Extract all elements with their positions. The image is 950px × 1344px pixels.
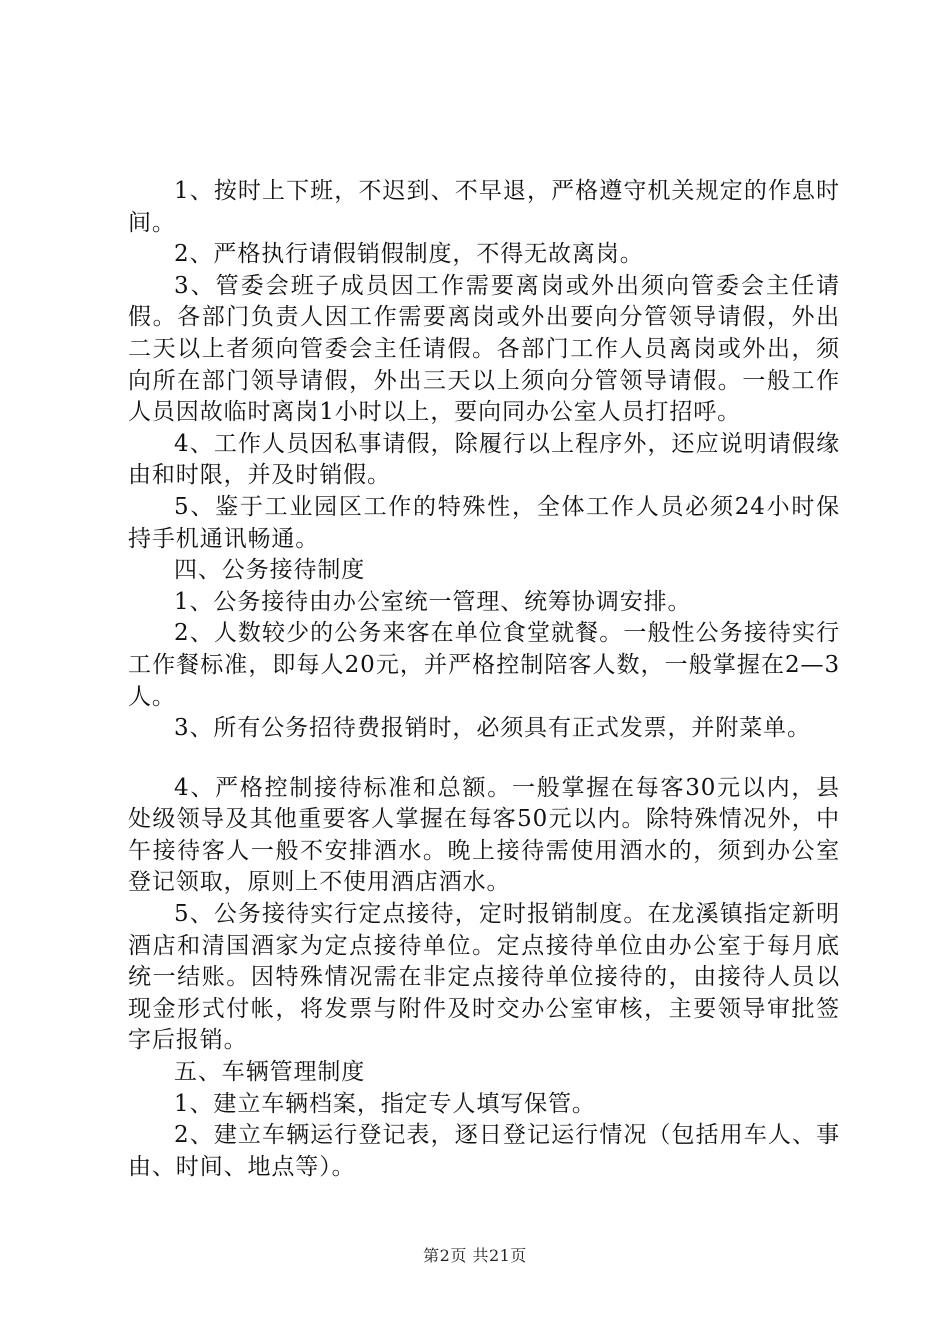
paragraph-reception-standards: 4、严格控制接待标准和总额。一般掌握在每客30元以内，县处级领导及其他重要客人掌握在每客50元以内。除特殊情况外，中午接待客人一般不安排酒水。晚上接待需使用酒水的，须到办公室登记领取，原则上不使用酒店酒水。 bbox=[128, 774, 840, 896]
paragraph-designated-venues: 5、公务接待实行定点接待，定时报销制度。在龙溪镇指定新明酒店和清国酒家为定点接待单位。定点接待单位由办公室于每月底统一结账。因特殊情况需在非定点接待单位接待的，由接待人员以现金形式付帐，将发票与附件及时交办公室审核，主要领导审批签字后报销。 bbox=[128, 901, 840, 1054]
paragraph-attendance-hours: 1、按时上下班，不迟到、不早退，严格遵守机关规定的作息时间。 bbox=[128, 178, 840, 236]
paragraph-reception-invoices: 3、所有公务招待费报销时，必须具有正式发票，并附菜单。 bbox=[174, 715, 811, 742]
paragraph-personal-leave: 4、工作人员因私事请假，除履行以上程序外，还应说明请假缘由和时限，并及时销假。 bbox=[128, 430, 840, 489]
paragraph-phone-availability: 5、鉴于工业园区工作的特殊性，全体工作人员必须24小时保持手机通讯畅通。 bbox=[128, 493, 840, 552]
paragraph-leave-system: 2、严格执行请假销假制度，不得无故离岗。 bbox=[174, 241, 644, 268]
section-heading-reception: 四、公务接待制度 bbox=[174, 557, 366, 584]
page-number-footer: 第2页 共21页 bbox=[423, 1246, 527, 1265]
paragraph-vehicle-log: 2、建立车辆运行登记表，逐日登记运行情况（包括用车人、事由、时间、地点等）。 bbox=[128, 1122, 840, 1180]
paragraph-reception-management: 1、公务接待由办公室统一管理、统筹协调安排。 bbox=[174, 588, 692, 615]
paragraph-leave-approval: 3、管委会班子成员因工作需要离岗或外出须向管委会主任请假。各部门负责人因工作需要离岗或外出要向分管领导请假，外出二天以上者须向管委会主任请假。各部门工作人员离岗或外出，须向所在部门领导请假，外出三天以上须向分管领导请假。一般工作人员因故临时离岗1小时以上，要向同办公室人员打招呼。 bbox=[128, 272, 840, 426]
paragraph-vehicle-records: 1、建立车辆档案，指定专人填写保管。 bbox=[174, 1090, 596, 1117]
document-body bbox=[128, 176, 840, 1183]
section-heading-vehicles: 五、车辆管理制度 bbox=[174, 1059, 366, 1086]
paragraph-reception-meals: 2、人数较少的公务来客在单位食堂就餐。一般性公务接待实行工作餐标准，即每人20元，并严格控制陪客人数，一般掌握在2—3人。 bbox=[128, 620, 840, 710]
paragraph-gap bbox=[128, 745, 840, 773]
